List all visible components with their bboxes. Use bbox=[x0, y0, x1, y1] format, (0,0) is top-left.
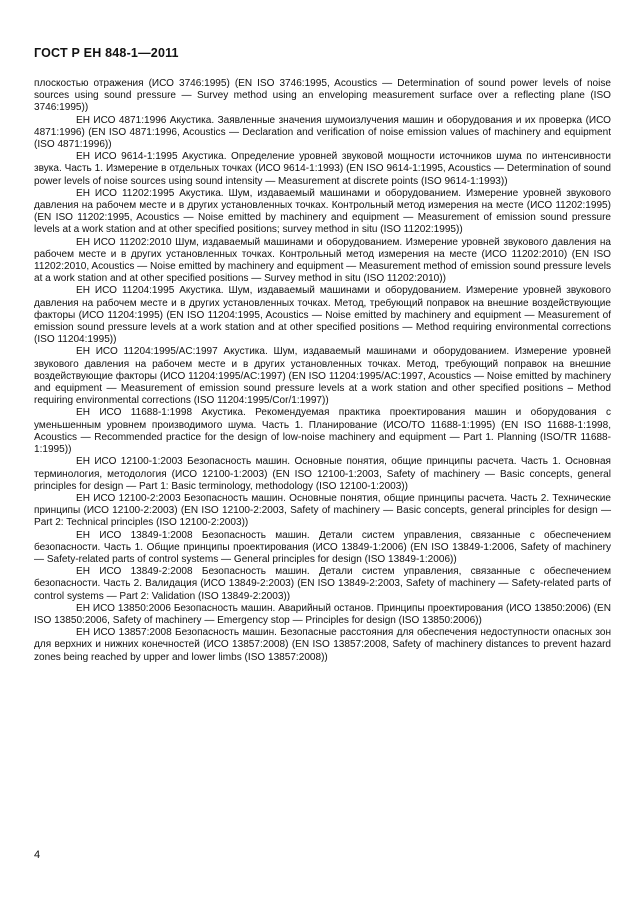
reference-paragraph: ЕН ИСО 12100-2:2003 Безопасность машин. Основные понятия, общие принципы расчета. Часть 2. Технические принципы (ИСО 12100-2:2003) (EN ISO 12100-2:2003, Safety of machinery — Basic concepts, general principles for design — Part 2: Technical principles (ISO 12100-2:2003)) bbox=[34, 492, 611, 529]
reference-paragraph: ЕН ИСО 11202:2010 Шум, издаваемый машинами и оборудованием. Измерение уровней звукового давления на рабочем месте и в других установленных точках. Контрольный метод измерения на месте (ИСО 11202:2010) (EN ISO 11202:2010, Acoustics — Noise emitted by machinery and equipment — Measurement method of emission sound pressure levels at a work station and at other specified positions — Survey method in situ (ISO 11202:2010)) bbox=[34, 236, 611, 285]
reference-paragraph: ЕН ИСО 13850:2006 Безопасность машин. Аварийный останов. Принципы проектирования (ИСО 13850:2006) (EN ISO 13850:2006, Safety of machinery — Emergency stop — Principles for design (ISO 13850:2006)) bbox=[34, 602, 611, 626]
reference-paragraph: ЕН ИСО 4871:1996 Акустика. Заявленные значения шумоизлучения машин и оборудования и их проверка (ИСО 4871:1996) (EN ISO 4871:1996, Acoustics — Declaration and verification of noise emission values of machinery and equipment (ISO 4871:1996)) bbox=[34, 114, 611, 151]
reference-paragraph: ЕН ИСО 11202:1995 Акустика. Шум, издаваемый машинами и оборудованием. Измерение уровней звукового давления на рабочем месте и в других установленных точках. Контрольный метод измерения на месте (ИСО 11202:1995) (EN ISO 11202:1995, Acoustics — Noise emitted by machinery and equipment — Measurement of emission sound pressure levels at a work station and at other specified positions; survey method in situ (ISO 11202:1995)) bbox=[34, 187, 611, 236]
reference-paragraph: ЕН ИСО 13849-2:2008 Безопасность машин. Детали систем управления, связанные с обеспечением безопасности. Часть 2. Валидация (ИСО 13849-2:2003) (EN ISO 13849-2:2003, Safety of machinery — Safety-related parts of control systems — Part 2: Validation (ISO 13849-2:2003)) bbox=[34, 566, 611, 602]
reference-paragraph: ЕН ИСО 9614-1:1995 Акустика. Определение уровней звуковой мощности источников шума по интенсивности звука. Часть 1. Измерение в отдельных точках (ИСО 9614-1:1993) (EN ISO 9614-1:1995, Acoustics — Determination of sound power levels of noise sources using sound intensity — Measurement at discrete points (ISO 9614-1:1993)) bbox=[34, 151, 611, 187]
reference-paragraph: ЕН ИСО 13857:2008 Безопасность машин. Безопасные расстояния для обеспечения недоступности опасных зон для верхних и нижних конечностей (ИСО 13857:2008) (EN ISO 13857:2008, Safety of machinery distances to prevent hazard zones being reached by upper and lower limbs (ISO 13857:2008)) bbox=[34, 627, 611, 663]
document-body bbox=[34, 78, 611, 664]
page-number: 4 bbox=[34, 849, 41, 861]
reference-paragraph: плоскостью отражения (ИСО 3746:1995) (EN ISO 3746:1995, Acoustics — Determination of sound power levels of noise sources using sound pressure — Survey method using an enveloping measurement surface over a reflecting plane (ISO 3746:1995)) bbox=[34, 78, 611, 114]
reference-paragraph: ЕН ИСО 12100-1:2003 Безопасность машин. Основные понятия, общие принципы расчета. Часть 1. Основная терминология, методология (ИСО 12100-1:2003) (EN ISO 12100-1:2003, Safety of machinery — Basic concepts, general principles for design — Part 1: Basic terminology, methodology (ISO 12100-1:2003)) bbox=[34, 456, 611, 492]
reference-paragraph: ЕН ИСО 13849-1:2008 Безопасность машин. Детали систем управления, связанные с обеспечением безопасности. Часть 1. Общие принципы проектирования (ИСО 13849-1:2006) (EN ISO 13849-1:2006, Safety of machinery — Safety-related parts of control systems — General principles for design (ISO 13849-1:2006)) bbox=[34, 529, 611, 565]
reference-paragraph: ЕН ИСО 11204:1995 Акустика. Шум, издаваемый машинами и оборудованием. Измерение уровней звукового давления на рабочем месте и в других установленных точках. Метод, требующий поправок на внешние воздействующие факторы (ИСО 11204:1995) (EN ISO 11204:1995, Acoustics — Noise emitted by machinery and equipment — Measurement of emission sound pressure levels at a work station and at other specified positions — Method requiring environmental corrections (ISO 11204:1995)) bbox=[34, 285, 611, 346]
reference-paragraph: ЕН ИСО 11204:1995/AC:1997 Акустика. Шум, издаваемый машинами и оборудованием. Измерение уровней звукового давления на рабочем месте и в других установленных точках. Метод, требующий поправок на внешние воздействующие факторы (ИСО 11204:1995/AC:1997) (EN ISO 11204:1995/AC:1997, Acoustics — Noise emitted by machinery and equipment — Measurement of emission sound pressure levels at a work station and other specified positions – Method requiring environmental corrections (ISO 11204:1995/Cor/1:1997)) bbox=[34, 346, 611, 407]
document-header-title: ГОСТ Р ЕН 848-1—2011 bbox=[34, 46, 179, 60]
reference-paragraph: ЕН ИСО 11688-1:1998 Акустика. Рекомендуемая практика проектирования машин и оборудования с уменьшенным уровнем производимого шума. Часть 1. Планирование (ИСО/TO 11688-1:1995) (EN ISO 11688-1:1998, Acoustics — Recommended practice for the design of low-noise machinery and equipment — Part 1. Planning (ISO/TR 11688-1:1995)) bbox=[34, 407, 611, 456]
